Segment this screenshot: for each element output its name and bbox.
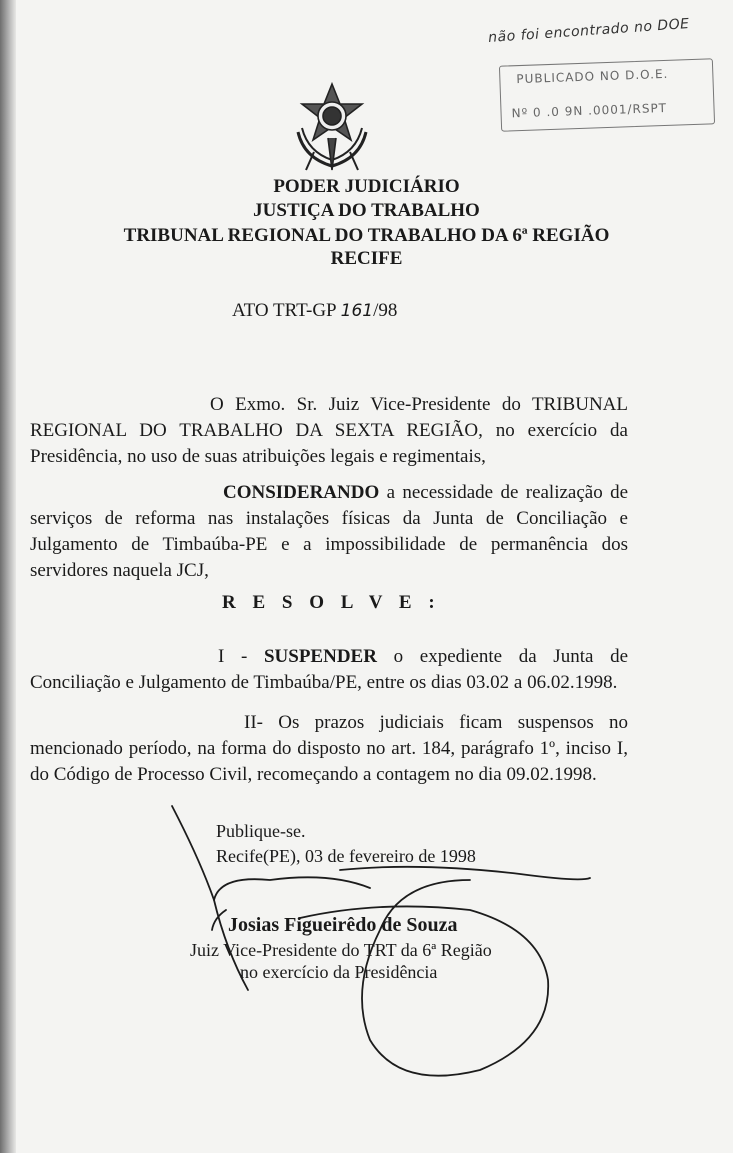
item-1-paragraph xyxy=(30,644,628,696)
signatory-name: Josias Figueirêdo de Souza xyxy=(228,914,458,936)
item-1-keyword: SUSPENDER xyxy=(263,646,377,667)
act-prefix: ATO TRT-GP xyxy=(232,300,341,321)
preamble-paragraph xyxy=(30,392,628,470)
considerando-paragraph xyxy=(30,480,628,584)
act-number xyxy=(232,300,397,322)
scan-edge-shadow xyxy=(0,0,16,1153)
resolve-heading: R E S O L V E : xyxy=(222,592,441,613)
act-handwritten-number: 161 xyxy=(340,301,374,321)
act-suffix: /98 xyxy=(373,300,398,321)
stamp-line-2: Nº 0 .0 9N .0001/RSPT xyxy=(511,100,668,121)
item-2-paragraph xyxy=(30,710,628,788)
handwritten-note: não foi encontrado no DOE xyxy=(487,15,691,47)
place-date-line: Recife(PE), 03 de fevereiro de 1998 xyxy=(216,846,476,866)
signatory-role: no exercício da Presidência xyxy=(240,962,438,982)
preamble-text: O Exmo. Sr. Juiz Vice-Presidente do TRIBUNAL REGIONAL DO TRABALHO DA SEXTA REGIÃO, no exercício da Presidência, no uso de suas atribuições legais e regimentais, xyxy=(30,394,628,467)
header-line-2: JUSTIÇA DO TRABALHO xyxy=(253,200,480,221)
header-line-3: TRIBUNAL REGIONAL DO TRABALHO DA 6ª REGIÃO xyxy=(123,225,610,246)
considerando-text: a necessidade de realização de serviços de reforma nas instalações físicas da Junta de Conciliação e Julgamento de Timbaúba-PE e a impossibilidade de permanência dos servidores naquela JCJ, xyxy=(30,482,628,581)
header-line-1: PODER JUDICIÁRIO xyxy=(273,176,460,197)
item-2-text: II- Os prazos judiciais ficam suspensos no mencionado período, na forma do disposto no art. 184, parágrafo 1º, inciso I, do Código de Processo Civil, recomeçando a contagem no dia 09.02.1998. xyxy=(30,712,628,785)
publique-line: Publique-se. xyxy=(216,821,306,841)
header-line-4: RECIFE xyxy=(330,248,403,269)
publication-stamp xyxy=(499,58,715,131)
stamp-line-1: PUBLICADO NO D.O.E. xyxy=(516,66,669,87)
item-1-prefix: I - xyxy=(218,646,264,667)
signatory-title: Juiz Vice-Presidente do TRT da 6ª Região xyxy=(190,940,492,960)
considerando-keyword: CONSIDERANDO xyxy=(223,482,380,503)
item-1-text: o expediente da Junta de Conciliação e Julgamento de Timbaúba/PE, entre os dias 03.02 a 06.02.1998. xyxy=(30,646,628,693)
coat-of-arms-icon xyxy=(284,78,380,174)
